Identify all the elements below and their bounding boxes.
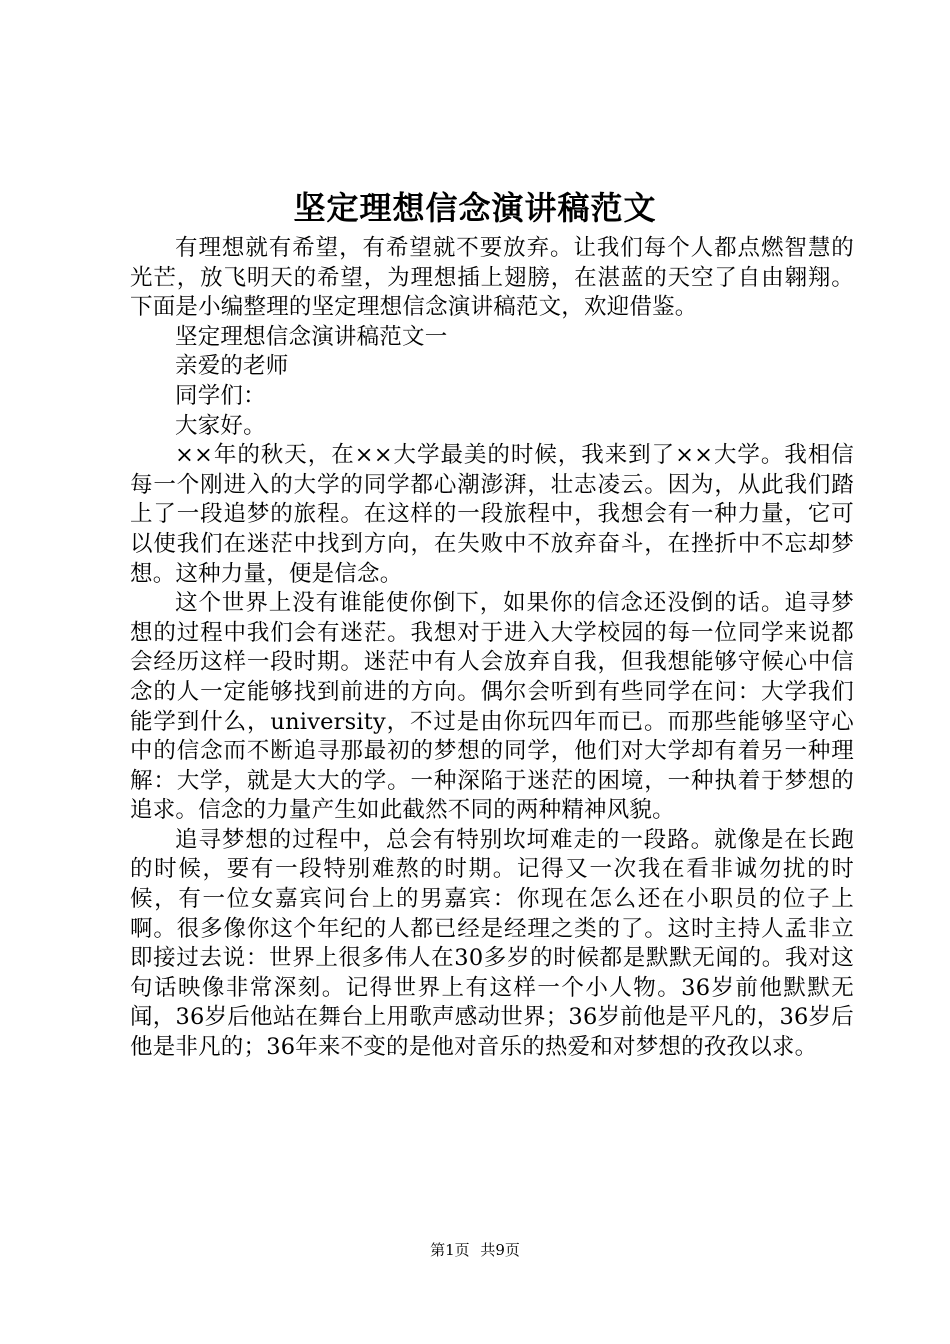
paragraph-body-3: 追寻梦想的过程中，总会有特别坎坷难走的一段路。就像是在长跑的时候，要有一段特别难熬的时期。记得又一次我在看非诚勿扰的时候，有一位女嘉宾问台上的男嘉宾：你现在怎么还在小职员的位子上啊。很多像你这个年纪的人都已经是经理之类的了。这时主持人孟非立即接过去说：世界上很多伟人在30多岁的时候都是默默无闻的。我对这句话映像非常深刻。记得世界上有这样一个小人物。36岁前他默默无闻，36岁后他站在舞台上用歌声感动世界；36岁前他是平凡的，36岁后他是非凡的；36年来不变的是他对音乐的热爱和对梦想的孜孜以求。: [130, 826, 854, 1061]
paragraph-body-2: 这个世界上没有谁能使你倒下，如果你的信念还没倒的话。追寻梦想的过程中我们会有迷茫。我想对于进入大学校园的每一位同学来说都会经历这样一段时期。迷茫中有人会放弃自我，但我想能够守候心中信念的人一定能够找到前进的方向。偶尔会听到有些同学在问：大学我们能学到什么，university，不过是由你玩四年而已。而那些能够坚守心中的信念而不断追寻那最初的梦想的同学，他们对大学却有着另一种理解：大学，就是大大的学。一种深陷于迷茫的困境，一种执着于梦想的追求。信念的力量产生如此截然不同的两种精神风貌。: [130, 590, 854, 824]
page-footer: [0, 1240, 950, 1260]
paragraph-greeting: 大家好。: [175, 412, 266, 439]
document-body: [130, 234, 854, 1063]
paragraph-intro: 有理想就有希望，有希望就不要放弃。让我们每个人都点燃智慧的光芒，放飞明天的希望，为理想插上翅膀，在湛蓝的天空了自由翱翔。下面是小编整理的坚定理想信念演讲稿范文，欢迎借鉴。: [130, 235, 854, 321]
paragraph-salutation-students: 同学们：: [175, 382, 266, 409]
page-number: 第1页: [430, 1241, 470, 1259]
paragraph-salutation-teachers: 亲爱的老师: [175, 353, 289, 380]
document-title: 坚定理想信念演讲稿范文: [293, 189, 657, 227]
paragraph-section-heading: 坚定理想信念演讲稿范文一: [175, 323, 448, 350]
page-total: 共9页: [480, 1241, 520, 1259]
paragraph-body-1: ××年的秋天，在××大学最美的时候，我来到了××大学。我相信每一个刚进入的大学的同学都心潮澎湃，壮志凌云。因为，从此我们踏上了一段追梦的旅程。在这样的一段旅程中，我想会有一种力量，它可以使我们在迷茫中找到方向，在失败中不放弃奋斗，在挫折中不忘却梦想。这种力量，便是信念。: [130, 442, 854, 587]
